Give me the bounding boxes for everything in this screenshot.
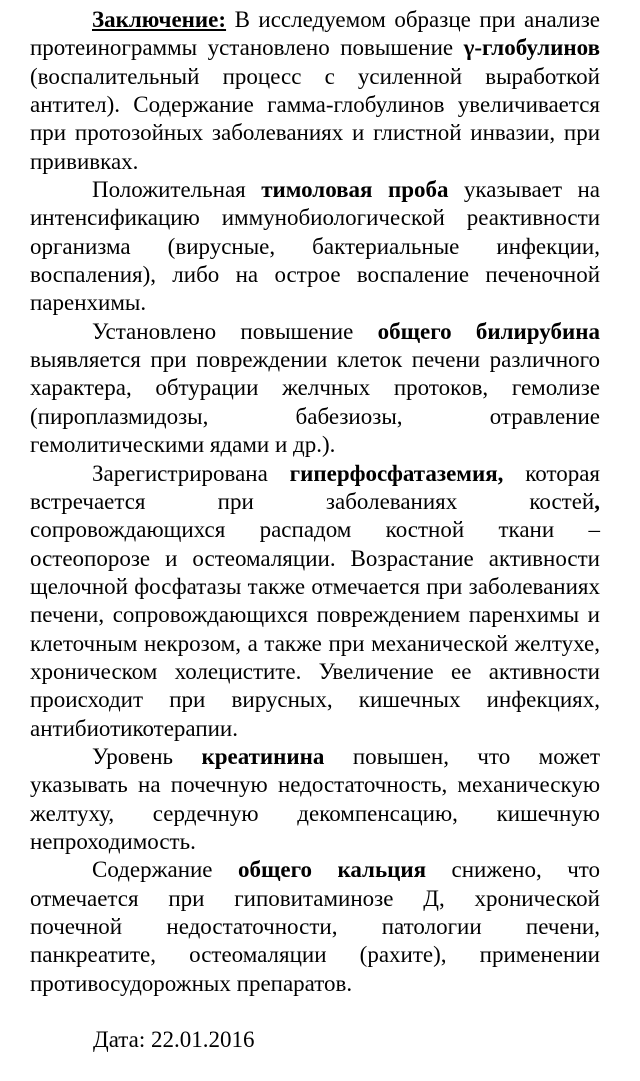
text-segment: Уровень: [92, 743, 202, 769]
text-segment: Установлено повышение: [92, 318, 378, 344]
text-segment: В исследуемом образце при анализе протеинограммы установлено повышение: [30, 7, 600, 61]
highlighted-term: креатинина: [201, 743, 325, 769]
text-segment: повышен, что может указывать на почечную недостаточность, механическую желтуху, сердечную декомпенсацию, кишечную непроходимость.: [30, 743, 601, 854]
text-segment: (воспалительный процесс с усиленной выработкой антител). Содержание гамма-глобулинов увеличивается при протозойных заболеваниях и глистной инвазии, при прививках.: [30, 63, 600, 174]
highlighted-term: Заключение:: [92, 7, 227, 32]
highlighted-term: гиперфосфатаземия,: [289, 460, 504, 486]
highlighted-term: общего билирубина: [377, 318, 600, 344]
paragraph: [30, 6, 600, 176]
text-segment: указывает на интенсификацию иммунобиологической реактивности организма (вирусные, бактериальные инфекции, воспаления), либо на острое воспаление печеночной паренхимы.: [30, 177, 600, 316]
conclusion-text-block: [30, 6, 600, 998]
highlighted-term: общего кальция: [237, 857, 427, 883]
text-segment: снижено, что отмечается при гиповитаминозе Д, хронической почечной недостаточности, патологии печени, панкреатите, остеомаляции (рахите), применении противосудорожных препаратов.: [30, 857, 601, 996]
date-line: Дата: 22.01.2016: [93, 1027, 255, 1052]
paragraph: [30, 856, 600, 998]
text-segment: выявляется при повреждении клеток печени различного характера, обтурации желчных протоков, гемолизе (пироплазмидозы, бабезиозы, отравление гемолитическими ядами и др.).: [30, 347, 600, 458]
highlighted-term: тимоловая проба: [261, 177, 449, 203]
text-segment: Содержание: [92, 857, 238, 883]
text-segment: которая встречается при заболеваниях костей: [30, 460, 600, 514]
paragraph: [30, 460, 600, 743]
paragraph: [30, 318, 600, 460]
text-segment: сопровождающихся распадом костной ткани – остеопорозе и остеомаляции. Возрастание активности щелочной фосфатазы также отмечается при заболеваниях печени, сопровождающихся повреждением паренхимы и клеточным некрозом, а также при механической желтухе, хроническом холецистите. Увеличение ее активности происходит при вирусных, кишечных инфекциях, антибиотикотерапии.: [30, 517, 600, 741]
paragraph: [30, 743, 600, 856]
highlighted-term: ,: [594, 488, 600, 514]
text-segment: Зарегистрирована: [92, 460, 290, 486]
highlighted-term: γ-глобулинов: [463, 35, 600, 61]
text-segment: Положительная: [92, 177, 262, 203]
paragraph: [30, 176, 600, 318]
